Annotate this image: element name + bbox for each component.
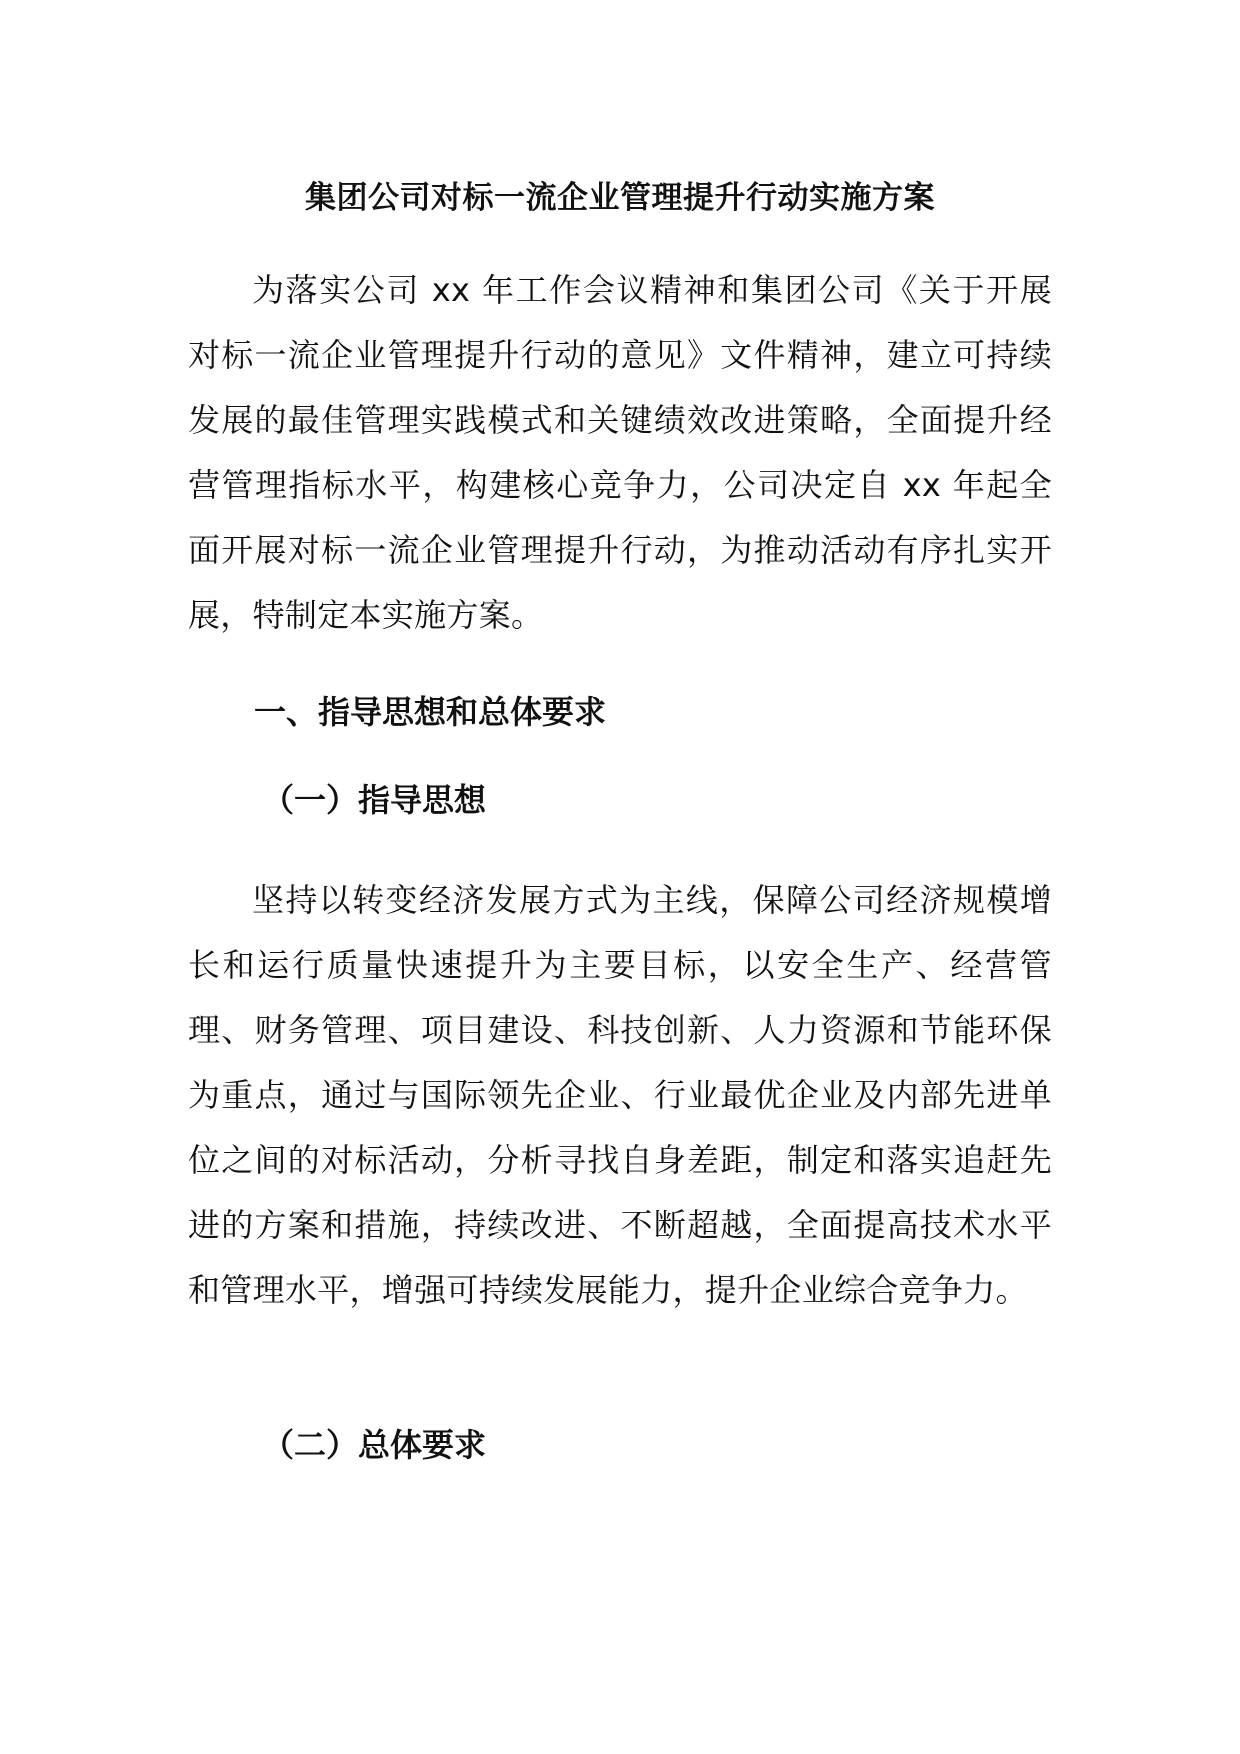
guiding-ideology-paragraph: 坚持以转变经济发展方式为主线，保障公司经济规模增长和运行质量快速提升为主要目标，以安全生产、经营管理、财务管理、项目建设、科技创新、人力资源和节能环保为重点，通过与国际领先企业、行业最优企业及内部先进单位之间的对标活动，分析寻找自身差距，制定和落实追赶先进的方案和措施，持续改进、不断超越，全面提高技术水平和管理水平，增强可持续发展能力，提升企业综合竞争力。: [188, 881, 1052, 1309]
document-title: 集团公司对标一流企业管理提升行动实施方案: [305, 180, 935, 216]
subsection-heading-guiding-ideology: （一）指导思想: [262, 781, 487, 819]
intro-paragraph: 为落实公司 xx 年工作会议精神和集团公司《关于开展对标一流企业管理提升行动的意见》文件精神，建立可持续发展的最佳管理实践模式和关键绩效改进策略，全面提升经营管理指标水平，构建核心竞争力，公司决定自 xx 年起全面开展对标一流企业管理提升行动，为推动活动有序扎实开展，特制定本实施方案。: [188, 271, 1052, 634]
section-heading-guiding-principles: 一、指导思想和总体要求: [254, 693, 607, 731]
subsection-heading-overall-requirements: （二）总体要求: [262, 1426, 487, 1464]
